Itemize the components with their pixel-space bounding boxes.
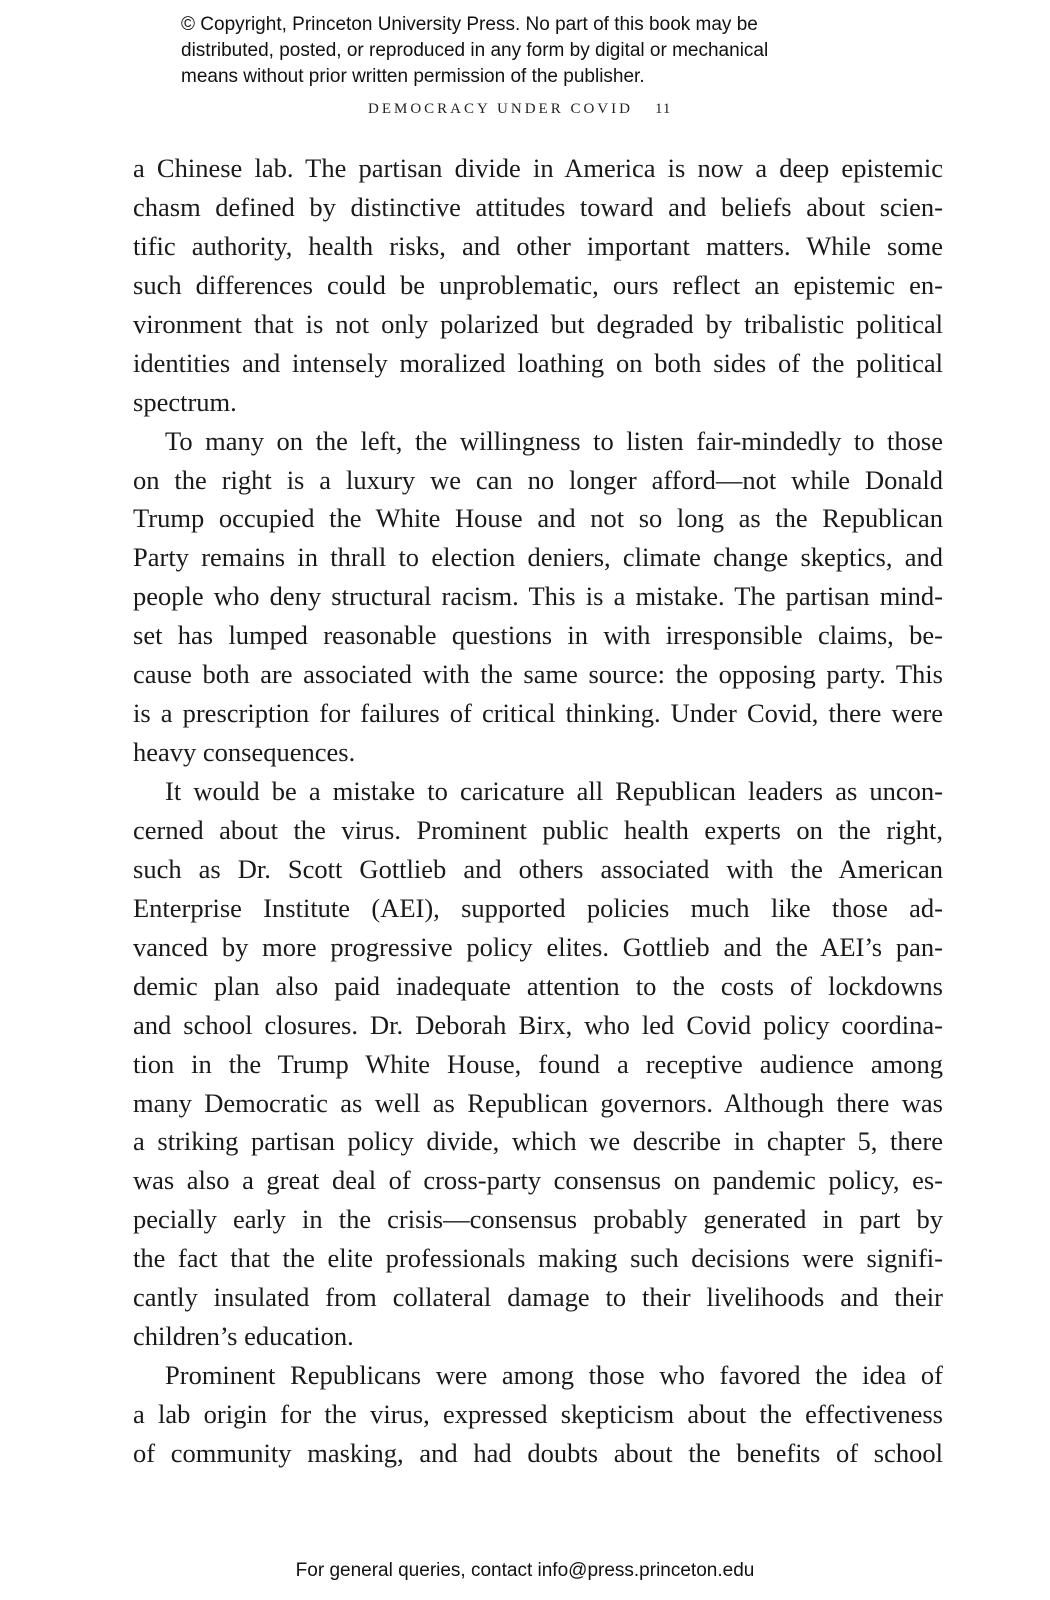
text-line: cerned about the virus. Prominent public health experts on the right, bbox=[133, 814, 943, 845]
text-line: such as Dr. Scott Gottlieb and others associated with the American bbox=[133, 853, 943, 884]
text-line: vanced by more progressive policy elites. Gottlieb and the AEI’s pan- bbox=[133, 931, 943, 962]
running-head bbox=[368, 101, 671, 118]
text-line: tion in the Trump White House, found a receptive audience among bbox=[133, 1048, 943, 1079]
text-line: set has lumped reasonable questions in with irresponsible claims, be- bbox=[133, 620, 943, 651]
text-line: demic plan also paid inadequate attention to the costs of lockdowns bbox=[133, 970, 943, 1001]
paragraph bbox=[133, 1356, 943, 1473]
paragraph bbox=[133, 149, 943, 422]
text-line: is a prescription for failures of critical thinking. Under Covid, there were bbox=[133, 698, 943, 729]
text-line: tific authority, health risks, and other important matters. While some bbox=[133, 230, 943, 261]
text-line: Prominent Republicans were among those who favored the idea of bbox=[165, 1360, 943, 1391]
copyright-line: distributed, posted, or reproduced in any form by digital or mechanical bbox=[181, 40, 769, 61]
running-head-title: DEMOCRACY UNDER COVID bbox=[368, 101, 633, 117]
text-line: chasm defined by distinctive attitudes toward and beliefs about scien- bbox=[133, 191, 943, 222]
text-line: and school closures. Dr. Deborah Birx, who led Covid policy coordina- bbox=[133, 1009, 943, 1040]
copyright-line: © Copyright, Princeton University Press. No part of this book may be bbox=[181, 14, 758, 35]
footer-contact: For general queries, contact info@press.princeton.edu bbox=[295, 1560, 755, 1581]
paragraph bbox=[133, 772, 943, 1356]
text-line: people who deny structural racism. This is a mistake. The partisan mind- bbox=[133, 581, 943, 612]
text-line: a lab origin for the virus, expressed skepticism about the effectiveness bbox=[133, 1399, 943, 1429]
paragraph bbox=[133, 422, 943, 772]
text-line: It would be a mistake to caricature all Republican leaders as uncon- bbox=[165, 776, 943, 806]
text-line: on the right is a luxury we can no longer afford—not while Donald bbox=[133, 464, 943, 495]
text-line: To many on the left, the willingness to listen fair-mindedly to those bbox=[165, 425, 943, 456]
text-line: cantly insulated from collateral damage to their livelihoods and their bbox=[133, 1282, 943, 1313]
body-text bbox=[133, 149, 943, 1473]
page-number: 11 bbox=[654, 101, 672, 117]
text-line: was also a great deal of cross-party consensus on pandemic policy, es- bbox=[133, 1165, 943, 1196]
text-line: pecially early in the crisis—consensus probably generated in part by bbox=[133, 1204, 943, 1235]
copyright-notice bbox=[181, 12, 901, 90]
text-line: a striking partisan policy divide, which we describe in chapter 5, there bbox=[133, 1126, 943, 1157]
copyright-line: means without prior written permission of the publisher. bbox=[181, 66, 645, 87]
text-line: of community masking, and had doubts about the benefits of school bbox=[133, 1437, 943, 1468]
text-line: Enterprise Institute (AEI), supported policies much like those ad- bbox=[133, 892, 943, 923]
text-line: many Democratic as well as Republican governors. Although there was bbox=[133, 1087, 943, 1118]
text-line: the fact that the elite professionals making such decisions were signifi- bbox=[133, 1243, 943, 1274]
text-line: heavy consequences. bbox=[133, 737, 356, 768]
text-line: identities and intensely moralized loathing on both sides of the political bbox=[133, 347, 943, 378]
text-line: vironment that is not only polarized but degraded by tribalistic political bbox=[133, 308, 943, 339]
text-line: Trump occupied the White House and not so long as the Republican bbox=[133, 503, 943, 534]
text-line: such differences could be unproblematic, ours reflect an epistemic en- bbox=[133, 269, 943, 300]
text-line: children’s education. bbox=[133, 1321, 354, 1352]
text-line: cause both are associated with the same source: the opposing party. This bbox=[133, 659, 943, 690]
text-line: spectrum. bbox=[133, 386, 237, 417]
text-line: a Chinese lab. The partisan divide in America is now a deep epistemic bbox=[133, 153, 943, 183]
text-line: Party remains in thrall to election deniers, climate change skeptics, and bbox=[133, 542, 943, 573]
